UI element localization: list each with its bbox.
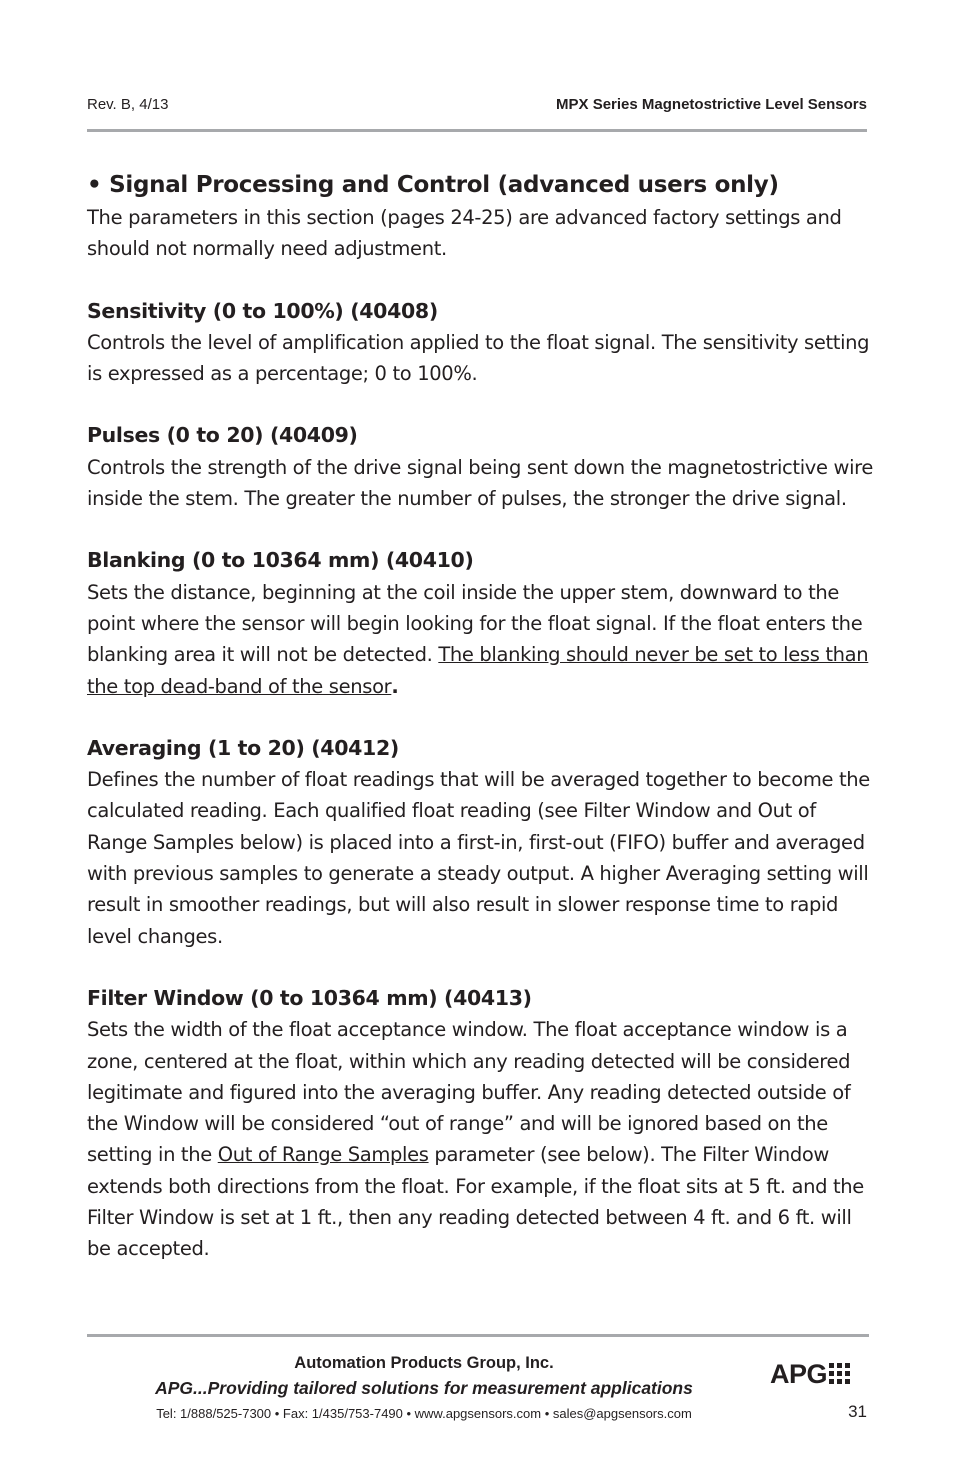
section-heading: Blanking (0 to 10364 mm) (40410) [87, 548, 474, 573]
section-body-text: Sets the distance, beginning at the coil inside the upper stem, downward to the point where the sensor will begin looking for the float signal. If the float enters the blanking area it will not be detected. [87, 580, 863, 667]
section-body-text: Sets the width of the float acceptance window. The float acceptance window is a zone, centered at the float, within which any reading detected will be considered legitimate and figured into the averaging buffer. Any reading detected outside of the Window will be considered “out of range” and will be ignored based on the setting in the [87, 1018, 851, 1167]
section-heading: Sensitivity (0 to 100%) (40408) [87, 298, 438, 323]
footer-divider [87, 1334, 869, 1337]
section-heading: Filter Window (0 to 10364 mm) (40413) [87, 985, 532, 1010]
main-heading: • Signal Processing and Control (advanced users only) [87, 172, 779, 198]
section-filter-window [87, 983, 877, 1265]
section-body: Defines the number of float readings that will be averaged together to become the calculated reading. Each qualified float reading (see Filter Window and Out of Range Samples below) is placed into a first-in, first-out (FIFO) buffer and averaged with previous samples to generate a steady output. A higher Averaging setting will result in smoother readings, but will also result in slower response time to rapid level changes. [87, 768, 870, 948]
intro-paragraph: The parameters in this section (pages 24-25) are advanced factory settings and should not normally need adjustment. [87, 206, 842, 261]
section-averaging [87, 733, 877, 952]
section-body-text: parameter (see below). The Filter Window extends both directions from the float. For example, if the float sits at 5 ft. and the Filter Window is set at 1 ft., then any reading detected between 4 ft. and 6 ft. will be accepted. [87, 1143, 864, 1261]
section-sensitivity [87, 296, 877, 390]
blanking-warning: The blanking should never be set to less than the top dead-band of the sensor [87, 643, 869, 698]
section-body: Controls the level of amplification applied to the float signal. The sensitivity setting is expressed as a percentage; 0 to 100%. [87, 330, 870, 386]
logo-dot-grid-icon [829, 1363, 851, 1385]
section-body [87, 1014, 877, 1264]
section-body [87, 577, 877, 702]
section-blanking [87, 545, 877, 701]
blanking-warning-period: . [391, 674, 399, 698]
page-number: 31 [848, 1402, 867, 1421]
header-title: MPX Series Magnetostrictive Level Sensors [556, 96, 867, 113]
apg-logo [770, 1358, 870, 1390]
header-revision: Rev. B, 4/13 [87, 96, 169, 113]
section-body: Controls the strength of the drive signal being sent down the magnetostrictive wire inside the stem. The greater the number of pulses, the stronger the drive signal. [87, 455, 874, 511]
footer-company: Automation Products Group, Inc. [294, 1354, 554, 1372]
header-divider [87, 129, 867, 132]
page-content [87, 168, 877, 1265]
footer-tagline: APG...Providing tailored solutions for measurement applications [155, 1378, 693, 1398]
section-heading: Pulses (0 to 20) (40409) [87, 423, 358, 448]
logo-text: APG [770, 1358, 828, 1389]
section-heading: Averaging (1 to 20) (40412) [87, 735, 399, 760]
footer-contact: Tel: 1/888/525-7300 • Fax: 1/435/753-7490 • www.apgsensors.com • sales@apgsensors.com [156, 1406, 692, 1421]
section-pulses [87, 420, 877, 514]
out-of-range-samples-link[interactable]: Out of Range Samples [217, 1143, 429, 1167]
